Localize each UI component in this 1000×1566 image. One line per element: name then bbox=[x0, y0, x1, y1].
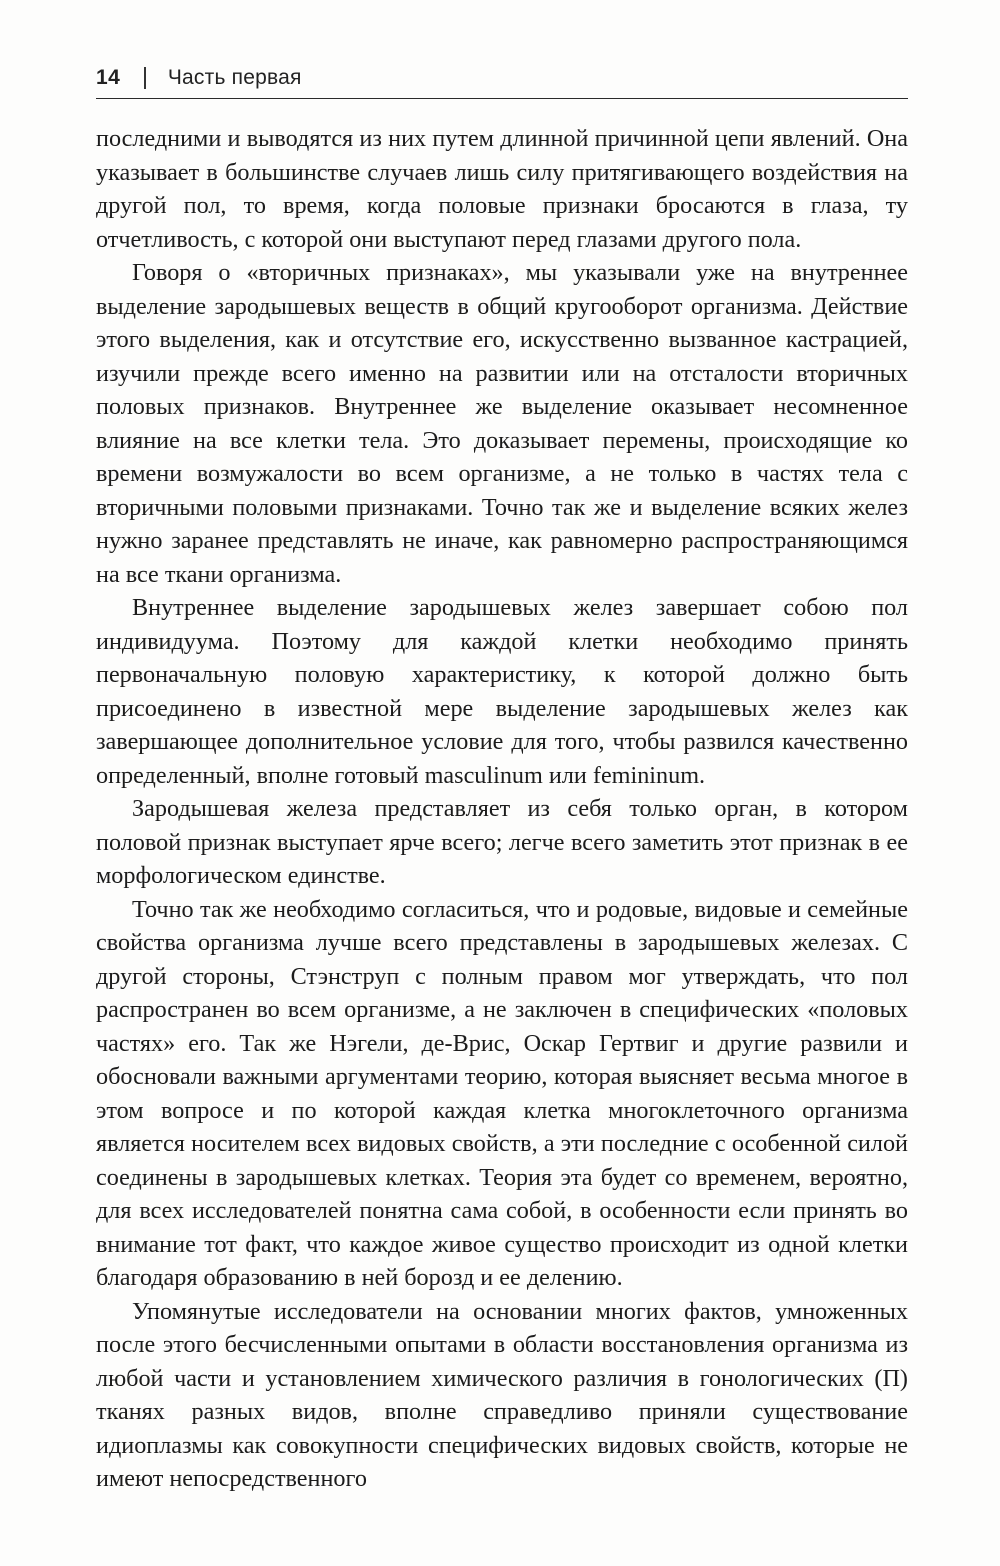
paragraph-4: Зародышевая железа представляет из себя только орган, в котором половой признак выступает ярче всего; легче всего заметить этот признак в ее морфологическом единстве. bbox=[96, 795, 908, 889]
paragraph-3: Внутреннее выделение зародышевых желез завершает собою пол индивидуума. Поэтому для каждой клетки необходимо принять первоначальную половую характеристику, к которой должно быть присоединено в известной мере выделение зародышевых желез как завершающее дополнительное условие для того, чтобы развился качественно определенный, вполне готовый masculinum или femininum. bbox=[96, 594, 908, 789]
paragraph-6: Упомянутые исследователи на основании многих фактов, умноженных после этого бесчисленными опытами в области восстановления организма из любой части и установлением химического различия в гонологических (П) тканях разных видов, вполне справедливо приняли существование идиоплазмы как совокупности специфических видовых свойств, которые не имеют непосредственного bbox=[96, 1297, 908, 1492]
running-head bbox=[96, 58, 908, 99]
page-number: 14 bbox=[96, 66, 121, 89]
paragraph-1: последними и выводятся из них путем длинной причинной цепи явлений. Она указывает в большинстве случаев лишь силу притягивающего воздействия на другой пол, то время, когда половые признаки бросаются в глаза, ту отчетливость, с которой они выступают перед глазами другого пола. bbox=[96, 125, 908, 253]
header-separator bbox=[144, 67, 146, 89]
paragraph-5: Точно так же необходимо согласиться, что и родовые, видовые и семейные свойства организма лучше всего представлены в зародышевых железах. С другой стороны, Стэнструп с полным правом мог утверждать, что пол распространен во всем организме, а не заключен в специфических «половых частях» его. Так же Нэгели, де-Врис, Оскар Гертвиг и другие развили и обосновали важными аргументами теорию, которая выясняет весьма многое в этом вопросе и по которой каждая клетка многоклеточного организма является носителем всех видовых свойств, а эти последние с особенной силой соединены в зародышевых клетках. Теория эта будет со временем, вероятно, для всех исследователей понятна сама собой, в особенности если принять во внимание тот факт, что каждое живое существо происходит из одной клетки благодаря образованию в ней борозд и ее делению. bbox=[96, 895, 908, 1291]
paragraph-2: Говоря о «вторичных признаках», мы указывали уже на внутреннее выделение зародышевых веществ в общий кругооборот организма. Действие этого выделения, как и отсутствие его, искусственно вызванное кастрацией, изучили прежде всего именно на развитии или на отсталости вторичных половых признаков. Внутреннее же выделение оказывает несомненное влияние на все клетки тела. Это доказывает перемены, происходящие ко времени возмужалости во всем организме, а не только в частях тела с вторичными половыми признаками. Точно так же и выделение всяких желез нужно заранее представлять не иначе, как равномерно распространяющимся на все ткани организма. bbox=[96, 259, 908, 588]
body-text bbox=[96, 122, 908, 1496]
section-title: Часть первая bbox=[167, 66, 302, 89]
